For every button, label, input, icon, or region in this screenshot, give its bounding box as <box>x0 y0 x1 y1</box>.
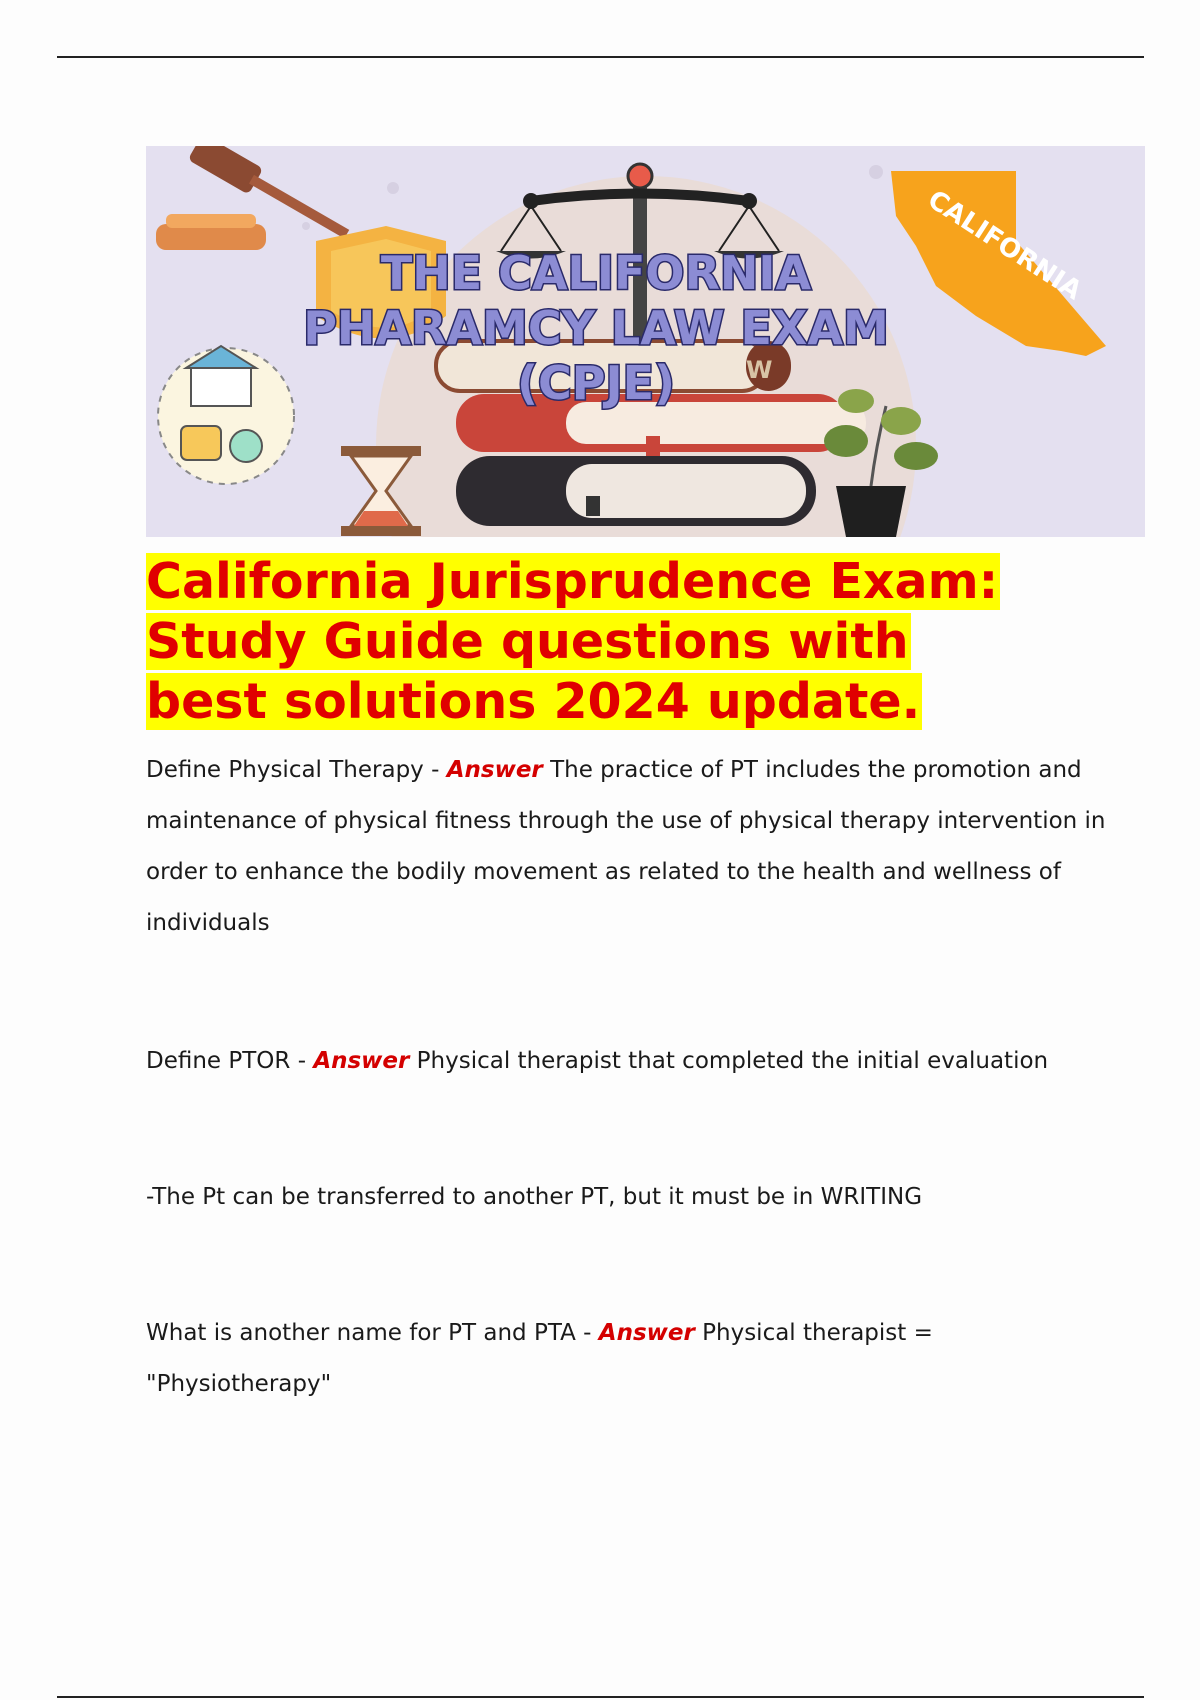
banner-title-line3: (CPJE) <box>516 356 676 410</box>
answer-label: Answer <box>598 1320 695 1346</box>
header-rule <box>57 56 1144 58</box>
qa-item-ptor <box>146 1036 1106 1087</box>
book-spine-text: W <box>746 356 773 384</box>
note-transfer-writing: -The Pt can be transferred to another PT, but it must be in WRITING <box>146 1184 923 1210</box>
answer: Physical therapist that completed the initial evaluation <box>409 1048 1049 1074</box>
footer-rule <box>57 1696 1144 1698</box>
answer: The practice of PT includes the promotion and maintenance of physical fitness through the use of physical therapy intervention in order to enhance the bodily movement as related to the health and wellness of individuals <box>146 757 1106 936</box>
qa-item-physical-therapy <box>146 745 1106 949</box>
question: Define Physical Therapy - <box>146 757 447 783</box>
title-line3: best solutions 2024 update. <box>146 673 921 730</box>
pharmacy-icon <box>158 346 294 484</box>
banner-image <box>146 146 1145 537</box>
answer-label: Answer <box>446 757 543 783</box>
answer: Physical therapist = "Physiotherapy" <box>146 1320 933 1397</box>
document-title <box>146 552 1106 732</box>
title-line2: Study Guide questions with <box>146 613 909 670</box>
question: What is another name for PT and PTA - <box>146 1320 599 1346</box>
qa-item-another-name <box>146 1308 1106 1410</box>
question: Define PTOR - <box>146 1048 314 1074</box>
state-label: CALIFORNIA <box>922 184 1087 307</box>
banner-title-line2: PHARAMCY LAW EXAM <box>303 301 889 355</box>
answer-label: Answer <box>313 1048 410 1074</box>
banner-title-line1: THE CALIFORNIA <box>380 246 812 300</box>
title-line1: California Jurisprudence Exam: <box>146 553 999 610</box>
